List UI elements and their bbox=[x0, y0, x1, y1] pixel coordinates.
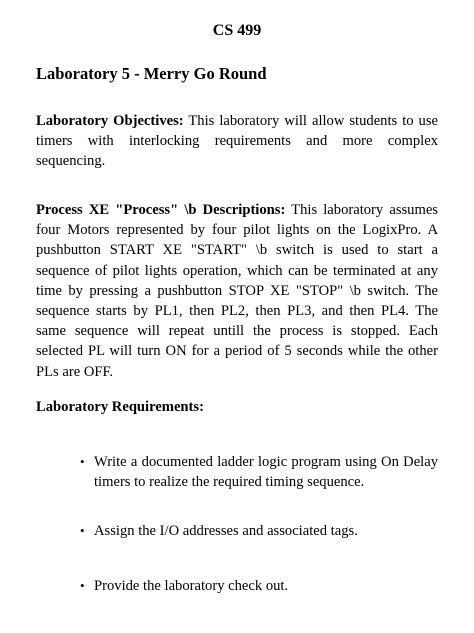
requirement-item bbox=[80, 521, 440, 541]
objectives-paragraph bbox=[36, 111, 438, 172]
process-description-paragraph bbox=[36, 200, 438, 382]
requirements-heading: Laboratory Requirements: bbox=[36, 399, 204, 415]
requirement-item bbox=[80, 452, 438, 492]
process-description-text: This laboratory assumes four Motors represented by four pilot lights on the LogixPro. A pushbutton START XE "START" \b switch is used to start a sequence of pilot lights operation, which can be terminated at any time by pressing a pushbutton STOP XE "STOP" \b switch. The sequence starts by PL1, then PL2, then PL3, and then PL4. The same sequence will repeat untill the process is stopped. Each selected PL will turn ON for a period of 5 seconds while the other PLs are OFF. bbox=[36, 202, 438, 380]
objectives-text: This laboratory will allow students to use timers with interlocking requirements and more complex sequencing. bbox=[36, 113, 438, 170]
bullet-icon: • bbox=[80, 454, 85, 469]
process-description-label: Process XE "Process" \b Descriptions: bbox=[36, 202, 286, 218]
course-title: CS 499 bbox=[212, 22, 262, 39]
bullet-icon: • bbox=[80, 578, 85, 593]
requirement-text: Provide the laboratory check out. bbox=[94, 578, 289, 594]
requirement-text: Write a documented ladder logic program using On Delay timers to realize the required timing sequence. bbox=[94, 454, 438, 491]
lab-title: Laboratory 5 - Merry Go Round bbox=[36, 64, 267, 83]
requirement-item bbox=[80, 576, 440, 596]
bullet-icon: • bbox=[80, 523, 85, 538]
objectives-label: Laboratory Objectives: bbox=[36, 113, 184, 129]
requirement-text: Assign the I/O addresses and associated tags. bbox=[94, 523, 358, 539]
